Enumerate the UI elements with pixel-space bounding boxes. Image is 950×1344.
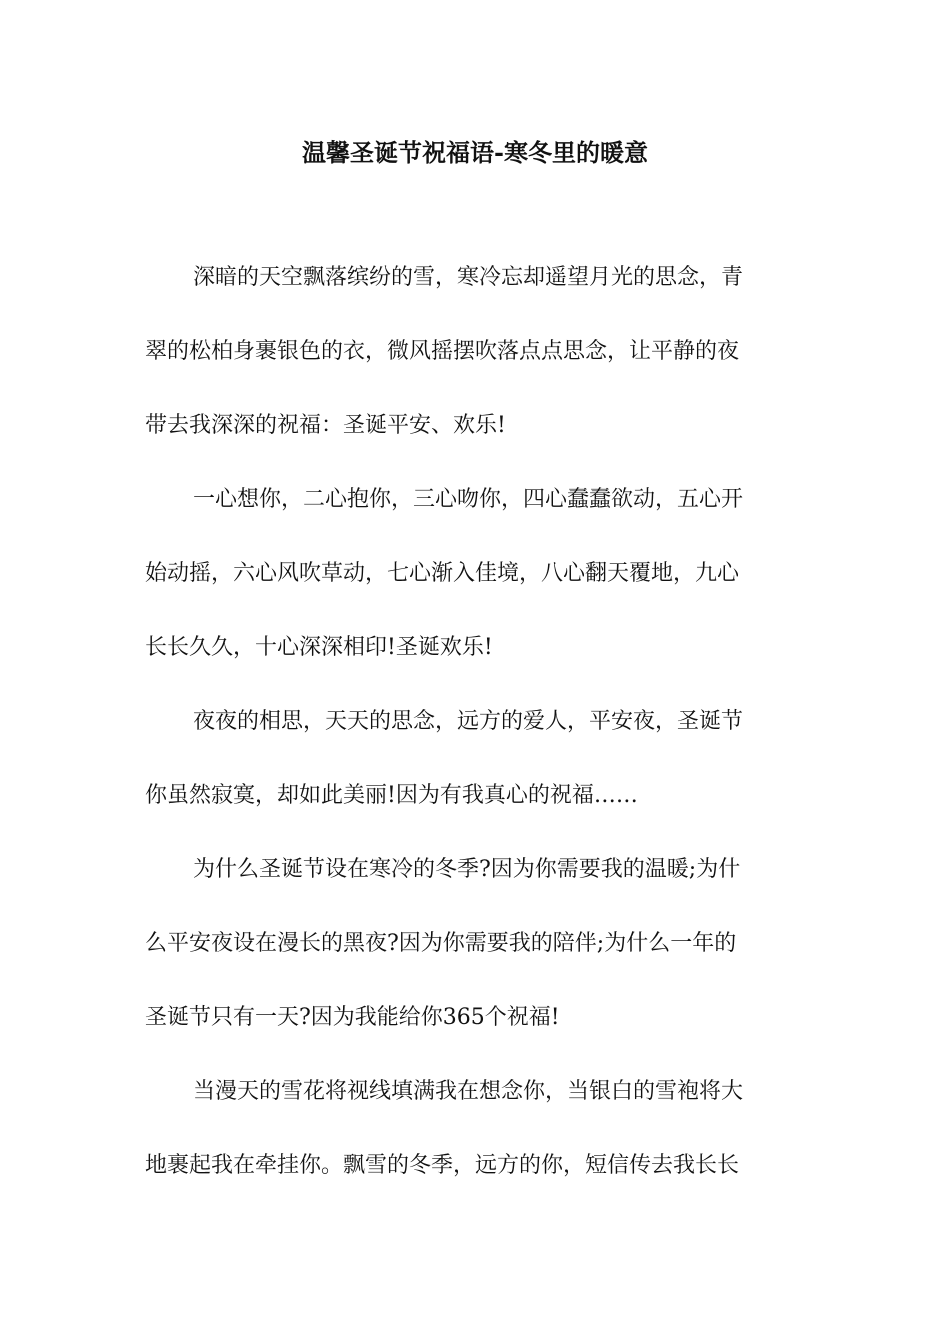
paragraph-1-line-1: 深暗的天空飘落缤纷的雪，寒冷忘却遥望月光的思念，青 — [193, 265, 744, 290]
paragraph-2-line-1: 一心想你，二心抱你，三心吻你，四心蠢蠢欲动，五心开 — [193, 487, 744, 512]
paragraph-5-line-2: 地裹起我在牵挂你。飘雪的冬季，远方的你，短信传去我长长 — [145, 1153, 740, 1178]
paragraph-2-line-3: 长长久久，十心深深相印!圣诞欢乐! — [145, 635, 493, 660]
paragraph-3-line-2: 你虽然寂寞，却如此美丽!因为有我真心的祝福…… — [145, 783, 638, 808]
paragraph-4-line-2: 么平安夜设在漫长的黑夜?因为你需要我的陪伴;为什么一年的 — [145, 931, 737, 956]
paragraph-4-line-3: 圣诞节只有一天?因为我能给你365个祝福! — [145, 1005, 560, 1030]
paragraph-5-line-1: 当漫天的雪花将视线填满我在想念你，当银白的雪袍将大 — [193, 1079, 744, 1104]
paragraph-3-line-1: 夜夜的相思，天天的思念，远方的爱人，平安夜，圣诞节 — [193, 709, 744, 734]
paragraph-4-line-1: 为什么圣诞节设在寒冷的冬季?因为你需要我的温暖;为什 — [193, 857, 741, 882]
document-title: 温馨圣诞节祝福语-寒冬里的暖意 — [302, 138, 648, 167]
paragraph-1-line-2: 翠的松柏身裹银色的衣，微风摇摆吹落点点思念，让平静的夜 — [145, 339, 740, 364]
paragraph-1-line-3: 带去我深深的祝福：圣诞平安、欢乐! — [145, 413, 506, 438]
paragraph-2-line-2: 始动摇，六心风吹草动，七心渐入佳境，八心翻天覆地，九心 — [145, 561, 740, 586]
